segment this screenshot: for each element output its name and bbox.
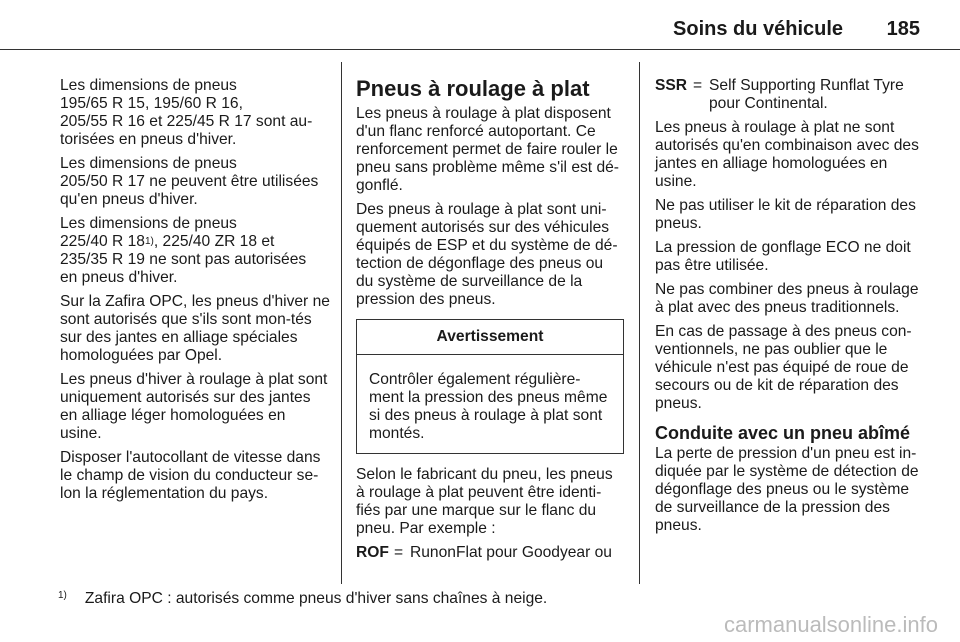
paragraph: La pression de gonflage ECO ne doit pas être utilisée. bbox=[655, 239, 911, 274]
warning-title: Avertissement bbox=[357, 320, 623, 355]
paragraph: Des pneus à roulage à plat sont uni-quement autorisés sur des véhicules équipés de ESP et du système de dé-tection de dégonflage des pneus ou du système de surveillance de la pression des pneus. bbox=[356, 201, 618, 308]
column-2 bbox=[356, 77, 624, 568]
section-title: Soins du véhicule bbox=[673, 18, 844, 40]
footnote bbox=[58, 590, 547, 608]
paragraph: Les pneus à roulage à plat disposent d'un flanc renforcé autoportant. Ce renforcement permet de faire rouler le pneu sans problème même s'il est dé-gonflé. bbox=[356, 105, 619, 194]
abbreviation-ssr: SSR = Self Supporting Runflat Tyre pour Continental. bbox=[655, 77, 904, 112]
watermark: carmanualsonline.info bbox=[723, 612, 938, 637]
column-divider bbox=[639, 62, 640, 584]
paragraph: Ne pas utiliser le kit de réparation des pneus. bbox=[655, 197, 916, 232]
paragraph: Les pneus d'hiver à roulage à plat sont uniquement autorisés sur des jantes en alliage léger homologuées en usine. bbox=[60, 371, 328, 442]
footnote-ref: 1) bbox=[144, 236, 154, 247]
warning-body: Contrôler également régulière-ment la pression des pneus même si des pneus à roulage à plat sont montés. bbox=[369, 371, 608, 442]
abbreviation-rof: ROF = RunonFlat pour Goodyear ou bbox=[356, 544, 612, 561]
warning-box bbox=[356, 319, 624, 454]
paragraph: Ne pas combiner des pneus à roulage à plat avec des pneus traditionnels. bbox=[655, 281, 919, 316]
page-header bbox=[673, 18, 920, 41]
column-divider bbox=[341, 62, 342, 584]
section-heading: Conduite avec un pneu abîmé bbox=[655, 423, 911, 443]
paragraph: En cas de passage à des pneus con-ventionnels, ne pas oublier que le véhicule n'est pas équipé de roue de secours ou de kit de réparation des pneus. bbox=[655, 323, 912, 412]
paragraph: Les dimensions de pneus 225/40 R 18$^{1)}$, 225/40 ZR 18 et 235/35 R 19 ne sont pas autorisées en pneus d'hiver. bbox=[60, 215, 307, 286]
paragraph: Les dimensions de pneus 195/65 R 15, 195/60 R 16, 205/55 R 16 et 225/45 R 17 sont au- torisées en pneus d'hiver. bbox=[60, 77, 313, 148]
paragraph: Les pneus à roulage à plat ne sont autorisés qu'en combinaison avec des jantes en alliage homologuées en usine. bbox=[655, 119, 919, 190]
column-3 bbox=[655, 77, 923, 541]
footnote-text: Zafira OPC : autorisés comme pneus d'hiver sans chaînes à neige. bbox=[84, 590, 548, 607]
section-heading: Pneus à roulage à plat bbox=[356, 76, 590, 101]
paragraph: Selon le fabricant du pneu, les pneus à roulage à plat peuvent être identi-fiés par une marque sur le flanc du pneu. Par exemple : bbox=[356, 466, 613, 537]
page-number: 185 bbox=[886, 18, 920, 40]
paragraph: Disposer l'autocollant de vitesse dans le champ de vision du conducteur se-lon la réglementation du pays. bbox=[60, 449, 321, 502]
paragraph: Sur la Zafira OPC, les pneus d'hiver ne sont autorisés que s'ils sont mon-tés sur des jantes en alliage spéciales homologuées par Opel. bbox=[60, 293, 330, 364]
footnote-mark: 1) bbox=[58, 590, 67, 601]
column-1 bbox=[60, 77, 330, 509]
paragraph: La perte de pression d'un pneu est in-diquée par le système de détection de dégonflage des pneus ou le système de surveillance de la pression des pneus. bbox=[655, 445, 919, 534]
header-rule bbox=[0, 49, 960, 50]
paragraph: Les dimensions de pneus 205/50 R 17 ne peuvent être utilisées qu'en pneus d'hiver. bbox=[60, 155, 319, 208]
